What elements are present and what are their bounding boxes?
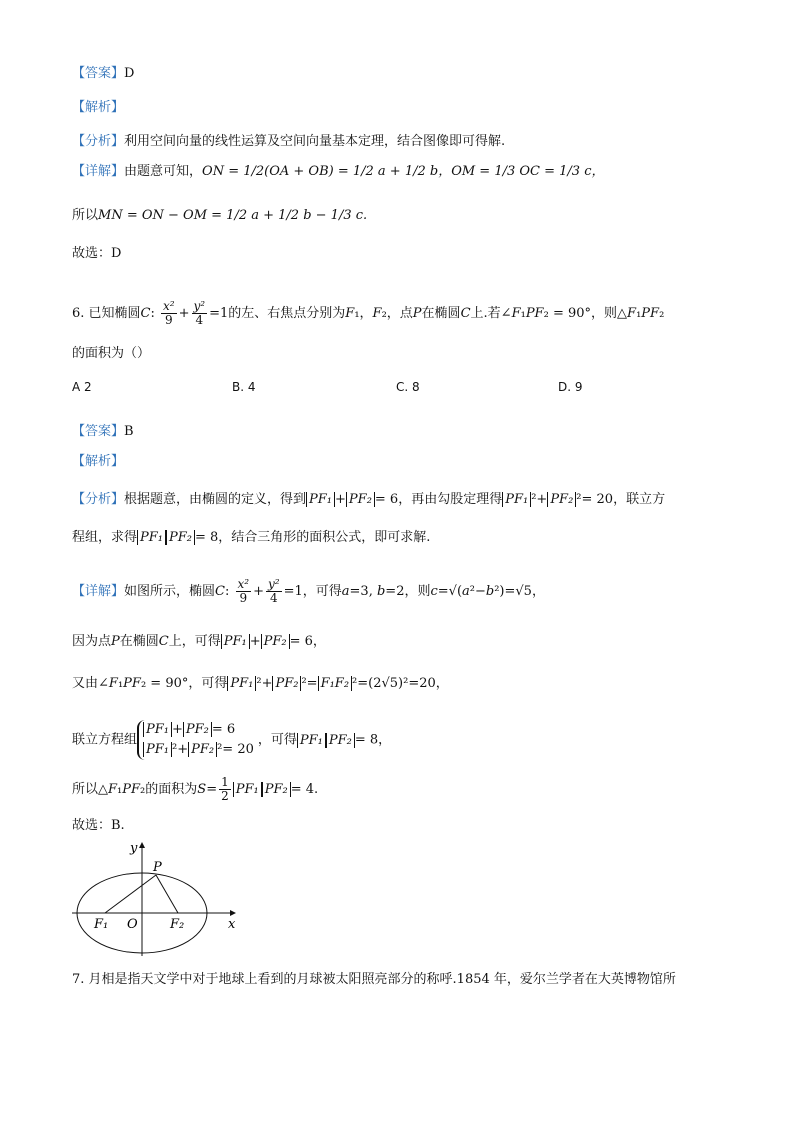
xiangjie-line-6d: 联立方程组PF₁ + PF₂ = 6 PF₁ ²+ PF₂ ²= 20，可得 PF₁ PF₂ = 8， — [72, 720, 391, 760]
equation-system: PF₁ + PF₂ = 6 PF₁ ²+ PF₂ ²= 20 — [137, 720, 258, 760]
xiangjie-line-6: 【详解】如图所示，椭圆C: $\frac{\text{x²}}{9}$ + $\frac{\text{y²}}{4}$ =1，可得a=3, b=2，则c=√(a²−b²)=√5， — [72, 577, 545, 605]
choice-a: A 2 — [72, 380, 92, 394]
analysis-heading-6: 【解析】 — [72, 454, 125, 469]
xiangjie-line: 【详解】由题意可知，ON = 1/2(OA + OB) = 1/2 a + 1/2 b，OM = 1/3 OC = 1/3 c， — [72, 164, 605, 179]
fraction: $\frac{\text{x²}}{9}$ — [163, 299, 175, 327]
choice-b: B. 4 — [232, 380, 256, 394]
answer-line-6: 【答案】B — [72, 424, 134, 439]
conclusion-line-6: 故选：B. — [72, 818, 125, 833]
vector-equation-1: ON = 1/2(OA + OB) = 1/2 a + 1/2 b，OM = 1/3 OC = 1/3 c， — [202, 164, 605, 179]
label-p: P — [153, 860, 162, 875]
answer-tag: 【答案】 — [72, 66, 125, 81]
conclusion-line: 故选：D — [72, 246, 122, 261]
so-line: 所以MN = ON − OM = 1/2 a + 1/2 b − 1/3 c. — [72, 208, 368, 223]
choice-d: D. 9 — [558, 380, 583, 394]
choice-c: C. 8 — [396, 380, 420, 394]
fenxi-line: 【分析】利用空间向量的线性运算及空间向量基本定理，结合图像即可得解. — [72, 134, 506, 149]
ellipse-figure — [70, 838, 250, 958]
answer-value: D — [124, 66, 135, 81]
label-f1: F₁ — [94, 917, 109, 932]
label-y: y — [130, 841, 138, 856]
question-7-stem: 7. 月相是指天文学中对于地球上看到的月球被太阳照亮部分的称呼.1854 年，爱尔兰学者在大英博物馆所 — [72, 972, 676, 987]
segment-pf2 — [156, 875, 178, 913]
xiangjie-line-6b: 因为点P在椭圆C上，可得 PF₁ + PF₂ = 6， — [72, 634, 326, 649]
vector-equation-2: MN = ON − OM = 1/2 a + 1/2 b − 1/3 c. — [98, 208, 368, 223]
fenxi-line-6b: 程组，求得 PF₁ PF₂ = 8，结合三角形的面积公式，即可求解. — [72, 530, 431, 545]
xiangjie-line-6c: 又由∠F₁PF₂ = 90°，可得 PF₁ ²+ PF₂ ²= F₁F₂ ²=(2√5)²=20， — [72, 676, 449, 691]
label-o: O — [127, 917, 138, 932]
answer-line — [72, 64, 134, 84]
question-6-stem: 6. 已知椭圆C: $\frac{\text{x²}}{9}$ + $\frac{\text{y²}}{4}$ =1的左、右焦点分别为F₁，F₂，点P在椭圆C上.若∠F₁PF₂ = 90°，则△F₁PF₂ — [72, 299, 665, 327]
segment-pf1 — [105, 875, 156, 913]
analysis-heading: 【解析】 — [72, 100, 125, 115]
label-x: x — [228, 917, 236, 932]
label-f2: F₂ — [170, 917, 185, 932]
question-6-stem-cont: 的面积为（） — [72, 346, 151, 361]
fenxi-line-6: 【分析】根据题意，由椭圆的定义，得到 PF₁ + PF₂ = 6，再由勾股定理得 PF₁ ²+ PF₂ ²= 20，联立方 — [72, 492, 666, 507]
xiangjie-line-6e: 所以△F₁PF₂的面积为S= $\frac{1}{2}$ PF₁ PF₂ = 4. — [72, 775, 319, 803]
